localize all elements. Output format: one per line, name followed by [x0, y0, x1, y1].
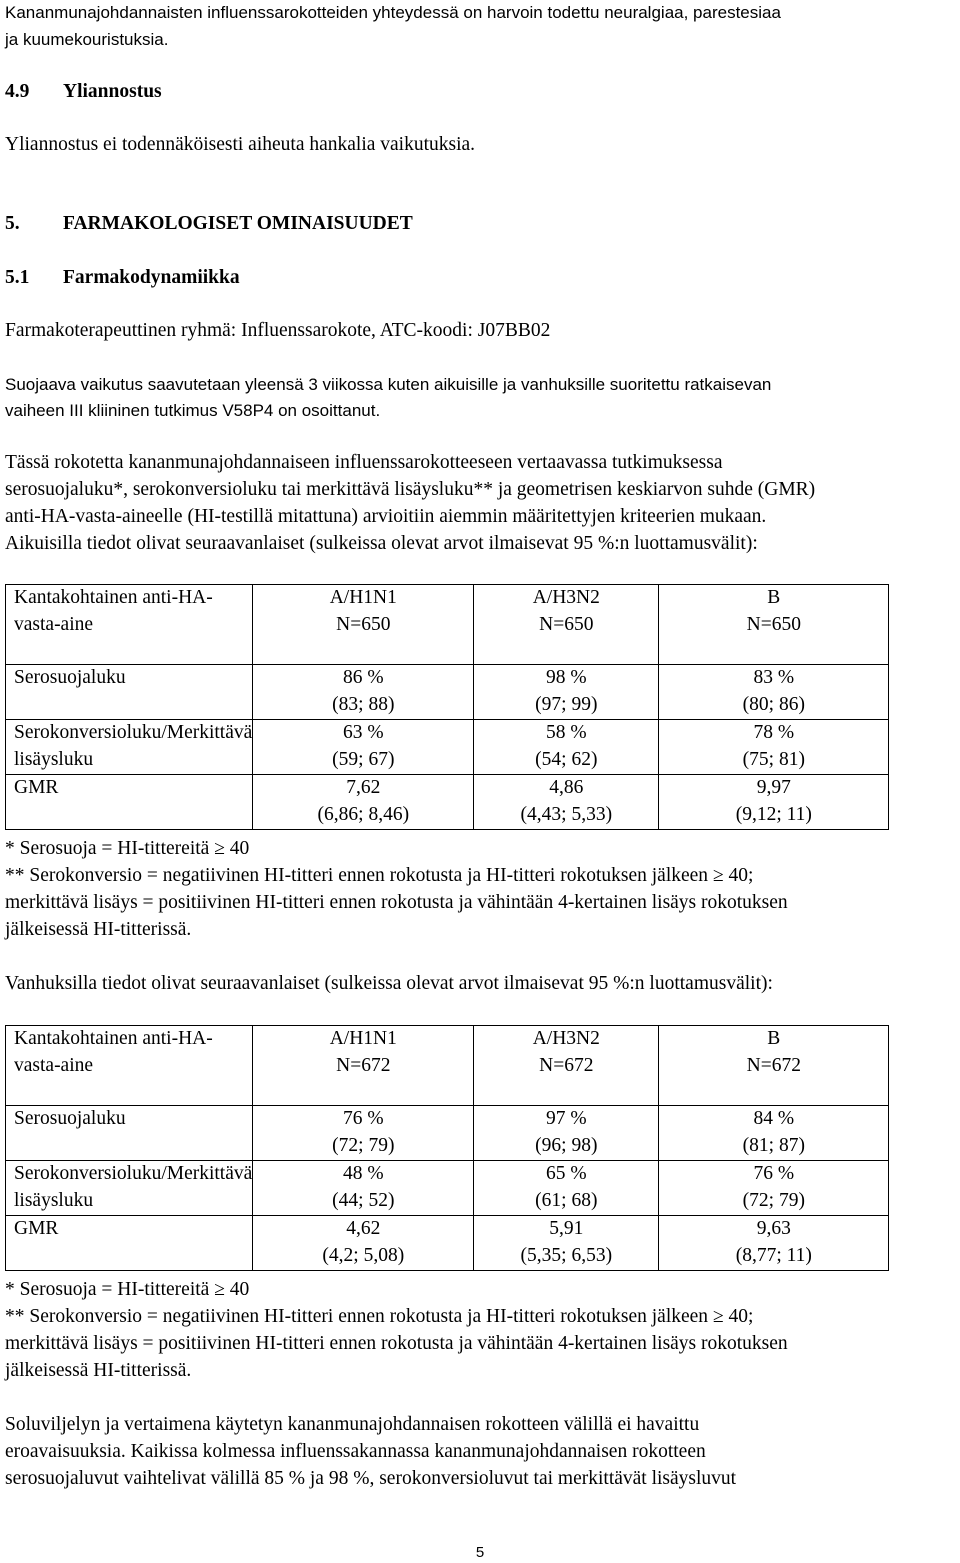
value: 9,97 [756, 777, 791, 798]
row-label [6, 1216, 253, 1271]
section-heading-4-9 [5, 79, 955, 106]
header-label-cell [6, 585, 253, 665]
value: 76 % [342, 1108, 384, 1129]
header-col-3 [659, 1026, 889, 1106]
value: 63 % [342, 722, 384, 743]
header-label-line-2: vasta-aine [14, 1054, 94, 1076]
study-line-2: serosuojaluku*, serokonversioluku tai merkittävä lisäysluku** ja geometrisen keskiarvon suhde (GMR) [5, 479, 816, 500]
value-cell [659, 1106, 889, 1161]
strain-n: N=650 [539, 613, 594, 635]
value-cell [659, 720, 889, 775]
conclusion-line-3: serosuojaluvut vaihtelivat välillä 85 % ja 98 %, serokonversioluvut tai merkittävät lisäysluvut [5, 1468, 737, 1489]
strain-name: B [767, 1028, 781, 1049]
strain-name: A/H1N1 [329, 1028, 397, 1049]
confidence-interval: (81; 87) [742, 1134, 805, 1156]
table-header-row [6, 1026, 889, 1106]
footnote-seroprotection: * Serosuoja = HI-tittereitä ≥ 40 [5, 1279, 250, 1300]
table-row [6, 1161, 889, 1216]
value-cell [474, 665, 659, 720]
confidence-interval: (59; 67) [332, 748, 395, 770]
strain-name: A/H3N2 [532, 587, 600, 608]
row-label-line-1: Serosuojaluku [14, 667, 126, 688]
conclusion-line-1: Soluviljelyn ja vertaimena käytetyn kananmunajohdannaisen rokotteen välillä ei havaittu [5, 1414, 700, 1435]
footnote-increase: merkittävä lisäys = positiivinen HI-titteri ennen rokotusta ja vähintään 4-kertainen lisäys rokotuksen [5, 892, 788, 913]
value-cell [474, 1216, 659, 1271]
value: 98 % [545, 667, 587, 688]
confidence-interval: (96; 98) [535, 1134, 598, 1156]
table-row [6, 1106, 889, 1161]
table-row [6, 1216, 889, 1271]
strain-n: N=672 [539, 1054, 594, 1076]
header-col-1 [253, 585, 474, 665]
protective-line-1: Suojaava vaikutus saavutetaan yleensä 3 viikossa kuten aikuisille ja vanhuksille suoritettu ratkaisevan [5, 375, 772, 394]
header-label-cell [6, 1026, 253, 1106]
confidence-interval: (6,86; 8,46) [317, 803, 410, 825]
header-col-2 [474, 585, 659, 665]
row-label-line-1: Serosuojaluku [14, 1108, 126, 1129]
value-cell [659, 1161, 889, 1216]
value: 76 % [753, 1163, 795, 1184]
value-cell [659, 1216, 889, 1271]
value: 7,62 [346, 777, 381, 798]
study-line-1: Tässä rokotetta kananmunajohdannaiseen influenssarokotteeseen vertaavassa tutkimuksessa [5, 452, 723, 473]
footnote-seroconversion: ** Serokonversio = negatiivinen HI-titteri ennen rokotusta ja HI-titteri rokotuksen jälkeen ≥ 40; [5, 865, 754, 886]
value-cell [253, 775, 474, 830]
section-number: 4.9 [5, 81, 30, 102]
confidence-interval: (4,2; 5,08) [322, 1244, 405, 1266]
row-label-line-1: Serokonversioluku/Merkittävä [14, 1163, 253, 1184]
value-cell [474, 1106, 659, 1161]
value-cell [659, 775, 889, 830]
strain-n: N=650 [336, 613, 391, 635]
intro-line-2: ja kuumekouristuksia. [5, 30, 169, 49]
footnote-seroprotection: * Serosuoja = HI-tittereitä ≥ 40 [5, 838, 250, 859]
header-label-line-1: Kantakohtainen anti-HA- [14, 1028, 213, 1049]
value-cell [253, 1106, 474, 1161]
value: 58 % [545, 722, 587, 743]
value-cell [253, 665, 474, 720]
value: 5,91 [549, 1218, 584, 1239]
value: 78 % [753, 722, 795, 743]
section-title: FARMAKOLOGISET OMINAISUUDET [63, 213, 413, 234]
strain-name: A/H1N1 [329, 587, 397, 608]
value-cell [253, 720, 474, 775]
value: 48 % [342, 1163, 384, 1184]
confidence-interval: (4,43; 5,33) [520, 803, 613, 825]
value-cell [474, 720, 659, 775]
confidence-interval: (54; 62) [535, 748, 598, 770]
row-label [6, 1106, 253, 1161]
conclusion-line-2: eroavaisuuksia. Kaikissa kolmessa influenssakannassa kananmunajohdannaisen rokotteen [5, 1441, 706, 1462]
value-cell [474, 775, 659, 830]
pharmacotherapeutic-group: Farmakoterapeuttinen ryhmä: Influenssarokote, ATC-koodi: J07BB02 [5, 320, 551, 341]
value: 86 % [342, 667, 384, 688]
value-cell [659, 665, 889, 720]
table-row [6, 775, 889, 830]
strain-n: N=672 [336, 1054, 391, 1076]
header-col-1 [253, 1026, 474, 1106]
value-cell [253, 1216, 474, 1271]
row-label-line-1: GMR [14, 1218, 59, 1239]
elderly-results-table [5, 1025, 889, 1271]
section-title: Farmakodynamiikka [63, 267, 240, 288]
row-label [6, 775, 253, 830]
value: 4,62 [346, 1218, 381, 1239]
value: 84 % [753, 1108, 795, 1129]
footnote-increase-cont: jälkeisessä HI-titterissä. [5, 1360, 192, 1381]
row-label [6, 665, 253, 720]
confidence-interval: (80; 86) [742, 693, 805, 715]
value: 83 % [753, 667, 795, 688]
intro-line-1: Kananmunajohdannaisten influenssarokotteiden yhteydessä on harvoin todettu neuralgiaa, parestesiaa [5, 3, 781, 22]
confidence-interval: (44; 52) [332, 1189, 395, 1211]
value-cell [474, 1161, 659, 1216]
page-number: 5 [475, 1544, 485, 1561]
confidence-interval: (61; 68) [535, 1189, 598, 1211]
confidence-interval: (97; 99) [535, 693, 598, 715]
row-label [6, 1161, 253, 1216]
adults-results-table [5, 584, 889, 830]
table-header-row [6, 585, 889, 665]
value: 9,63 [756, 1218, 791, 1239]
strain-n: N=672 [746, 1054, 801, 1076]
strain-n: N=650 [746, 613, 801, 635]
confidence-interval: (5,35; 6,53) [520, 1244, 613, 1266]
header-label-line-1: Kantakohtainen anti-HA- [14, 587, 213, 608]
section-title: Yliannostus [63, 81, 162, 102]
value-cell [253, 1161, 474, 1216]
section-heading-5-1 [5, 265, 955, 292]
confidence-interval: (72; 79) [742, 1189, 805, 1211]
row-label [6, 720, 253, 775]
row-label-line-2: lisäysluku [14, 1189, 94, 1211]
row-label-line-2: lisäysluku [14, 748, 94, 770]
header-col-2 [474, 1026, 659, 1106]
table-row [6, 665, 889, 720]
confidence-interval: (8,77; 11) [735, 1244, 812, 1266]
row-label-line-1: Serokonversioluku/Merkittävä [14, 722, 253, 743]
value: 97 % [545, 1108, 587, 1129]
overdose-text: Yliannostus ei todennäköisesti aiheuta hankalia vaikutuksia. [5, 134, 476, 155]
strain-name: B [767, 587, 781, 608]
section-number: 5. [5, 213, 20, 234]
value: 65 % [545, 1163, 587, 1184]
row-label-line-1: GMR [14, 777, 59, 798]
section-heading-5 [5, 211, 955, 238]
confidence-interval: (9,12; 11) [735, 803, 812, 825]
elderly-intro: Vanhuksilla tiedot olivat seuraavanlaiset (sulkeissa olevat arvot ilmaisevat 95 %:n luottamusvälit): [5, 973, 773, 994]
footnote-increase: merkittävä lisäys = positiivinen HI-titteri ennen rokotusta ja vähintään 4-kertainen lisäys rokotuksen [5, 1333, 788, 1354]
confidence-interval: (72; 79) [332, 1134, 395, 1156]
strain-name: A/H3N2 [532, 1028, 600, 1049]
table-row [6, 720, 889, 775]
confidence-interval: (83; 88) [332, 693, 395, 715]
section-number: 5.1 [5, 267, 30, 288]
value: 4,86 [549, 777, 584, 798]
study-line-4: Aikuisilla tiedot olivat seuraavanlaiset (sulkeissa olevat arvot ilmaisevat 95 %:n luottamusvälit): [5, 533, 758, 554]
protective-line-2: vaiheen III kliininen tutkimus V58P4 on osoittanut. [5, 401, 381, 420]
confidence-interval: (75; 81) [742, 748, 805, 770]
header-label-line-2: vasta-aine [14, 613, 94, 635]
footnote-increase-cont: jälkeisessä HI-titterissä. [5, 919, 192, 940]
study-line-3: anti-HA-vasta-aineelle (HI-testillä mitattuna) arvioitiin aiemmin määritettyjen kriteerien mukaan. [5, 506, 767, 527]
footnote-seroconversion: ** Serokonversio = negatiivinen HI-titteri ennen rokotusta ja HI-titteri rokotuksen jälkeen ≥ 40; [5, 1306, 754, 1327]
header-col-3 [659, 585, 889, 665]
